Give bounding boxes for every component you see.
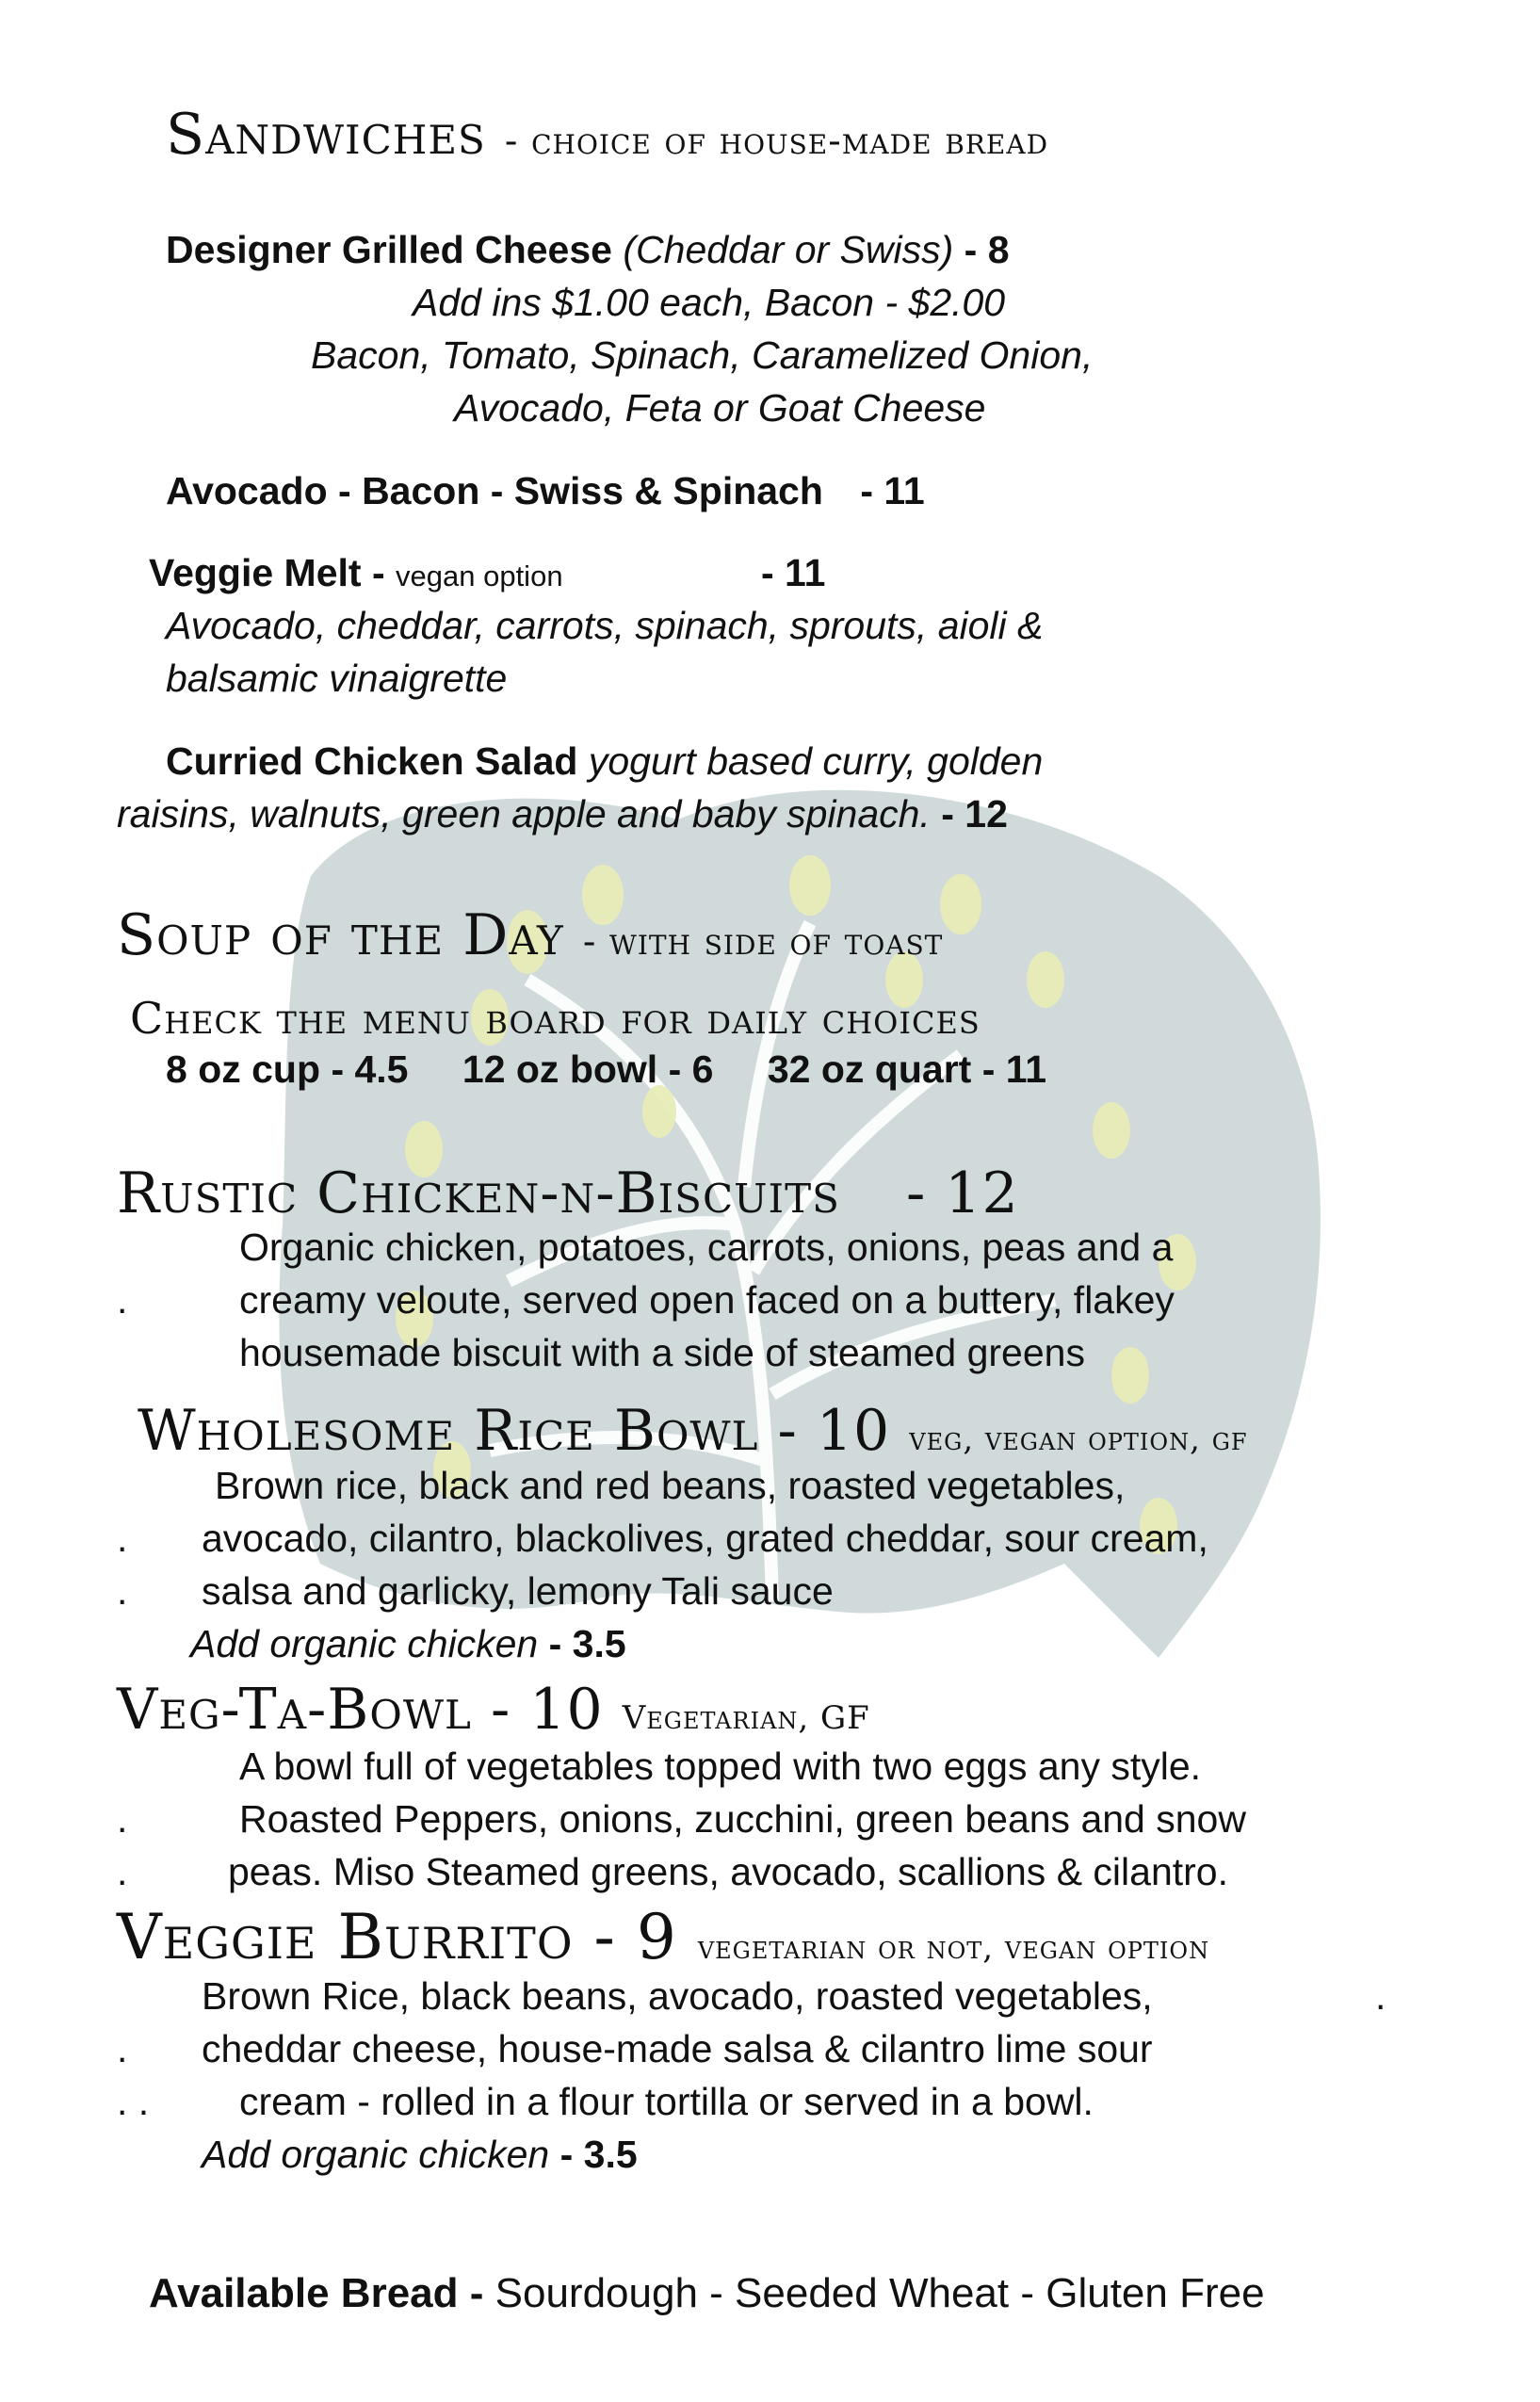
curried-chicken-desc1: yogurt based curry, golden <box>588 739 1044 783</box>
rice-bowl-line3: salsa and garlicky, lemony Tali sauce <box>202 1569 834 1613</box>
grilled-cheese-line2: Bacon, Tomato, Spinach, Caramelized Onion, <box>311 333 1094 377</box>
rice-bowl-add-label: Add organic chicken <box>190 1622 539 1665</box>
curried-chicken-item <box>166 739 1043 784</box>
soup-quart: 32 oz quart <box>767 1047 972 1091</box>
veggie-melt-line2: balsamic vinaigrette <box>166 657 508 700</box>
rustic-title: Rustic Chicken-n-Biscuits <box>117 1160 840 1226</box>
avocado-bacon-name: Avocado - Bacon - Swiss & Spinach <box>166 469 823 512</box>
grilled-cheese-note: (Cheddar or Swiss) <box>623 228 954 271</box>
sandwiches-title: Sandwiches <box>166 102 486 168</box>
bread-options: Sourdough - Seeded Wheat - Gluten Free <box>494 2270 1265 2316</box>
bread-label: Available Bread - <box>149 2270 484 2316</box>
grilled-cheese-line3: Avocado, Feta or Goat Cheese <box>454 386 986 430</box>
veggie-melt-price: - 11 <box>761 551 826 594</box>
burrito-line2: cheddar cheese, house-made salsa & cilantro lime sour <box>202 2027 1153 2070</box>
veggie-melt-name: Veggie Melt - <box>149 551 385 594</box>
rice-bowl-line2: avocado, cilantro, blackolives, grated cheddar, sour cream, <box>202 1517 1208 1560</box>
rice-bowl-add <box>190 1622 626 1666</box>
rice-bowl-tag: veg, vegan option, gf <box>909 1420 1248 1458</box>
rice-bowl-add-price: - 3.5 <box>548 1622 626 1665</box>
veg-ta-bowl-heading <box>117 1677 870 1743</box>
curried-chicken-price: - 12 <box>941 792 1008 836</box>
burrito-tag: vegetarian or not, vegan option <box>697 1929 1210 1967</box>
sandwiches-subtitle: - choice of house-made bread <box>504 120 1049 163</box>
soup-cup: 8 oz cup <box>166 1047 321 1091</box>
grilled-cheese-line1: Add ins $1.00 each, Bacon - $2.00 <box>413 281 1006 324</box>
curried-chicken-name: Curried Chicken Salad <box>166 739 578 783</box>
soup-sizes <box>166 1047 1046 1092</box>
rice-bowl-line1: Brown rice, black and red beans, roasted vegetables, <box>215 1464 1126 1507</box>
available-bread <box>149 2270 1265 2317</box>
curried-chicken-line2 <box>117 792 1008 836</box>
rice-bowl-heading <box>138 1398 1248 1464</box>
rustic-price: - 12 <box>905 1160 1019 1226</box>
curried-chicken-desc2: raisins, walnuts, green apple and baby spinach. <box>117 792 931 836</box>
veg-ta-bowl-dot-2: . <box>117 1850 128 1893</box>
veggie-melt-line1: Avocado, cheddar, carrots, spinach, sprouts, aioli & <box>166 604 1044 647</box>
burrito-heading <box>117 1901 1209 1973</box>
burrito-dot-2: . <box>117 2027 128 2070</box>
soup-subtitle: - with side of toast <box>582 920 944 964</box>
grilled-cheese-name: Designer Grilled Cheese <box>166 228 612 271</box>
rice-bowl-title: Wholesome Rice Bowl - 10 <box>138 1398 891 1464</box>
rustic-heading <box>117 1160 1019 1226</box>
veg-ta-bowl-line1: A bowl full of vegetables topped with two eggs any style. <box>239 1745 1202 1788</box>
grilled-cheese-price: - 8 <box>964 228 1010 271</box>
veggie-melt-option: vegan option <box>396 560 563 592</box>
soup-bowl: 12 oz bowl <box>462 1047 658 1091</box>
rice-bowl-dot-2: . <box>117 1569 128 1613</box>
grilled-cheese-item <box>166 228 1010 272</box>
burrito-line1: Brown Rice, black beans, avocado, roasted vegetables, <box>202 1974 1153 2018</box>
burrito-add <box>202 2133 638 2177</box>
rice-bowl-dot-1: . <box>117 1517 128 1560</box>
veggie-melt-item <box>149 551 563 595</box>
rustic-line1: Organic chicken, potatoes, carrots, onions, peas and a <box>239 1225 1174 1269</box>
burrito-title: Veggie Burrito - 9 <box>117 1901 677 1973</box>
veg-ta-bowl-title: Veg-Ta-Bowl - 10 <box>117 1677 604 1743</box>
burrito-add-price: - 3.5 <box>559 2133 638 2176</box>
soup-heading <box>117 902 943 968</box>
avocado-bacon-item <box>166 469 925 513</box>
sandwiches-heading <box>166 102 1048 168</box>
veg-ta-bowl-line3: peas. Miso Steamed greens, avocado, scallions & cilantro. <box>228 1850 1228 1893</box>
rustic-dot: . <box>117 1278 128 1322</box>
veg-ta-bowl-line2: Roasted Peppers, onions, zucchini, green beans and snow <box>239 1797 1246 1841</box>
soup-quart-price: - 11 <box>981 1047 1047 1091</box>
avocado-bacon-price: - 11 <box>860 469 925 512</box>
rustic-line2: creamy veloute, served open faced on a buttery, flakey <box>239 1278 1175 1322</box>
burrito-add-label: Add organic chicken <box>202 2133 550 2176</box>
burrito-dot-1: . <box>1375 1974 1386 2018</box>
burrito-line3: cream - rolled in a flour tortilla or served in a bowl. <box>239 2080 1094 2123</box>
soup-cup-price: - 4.5 <box>331 1047 409 1091</box>
veg-ta-bowl-tag: Vegetarian, GF <box>622 1699 870 1737</box>
rustic-line3: housemade biscuit with a side of steamed greens <box>239 1331 1085 1374</box>
soup-check-board: Check the menu board for daily choices <box>130 993 981 1044</box>
veg-ta-bowl-dot-1: . <box>117 1797 128 1841</box>
soup-bowl-price: - 6 <box>668 1047 714 1091</box>
burrito-dots-3: . . <box>117 2080 150 2123</box>
soup-title: Soup of the Day <box>117 902 564 968</box>
